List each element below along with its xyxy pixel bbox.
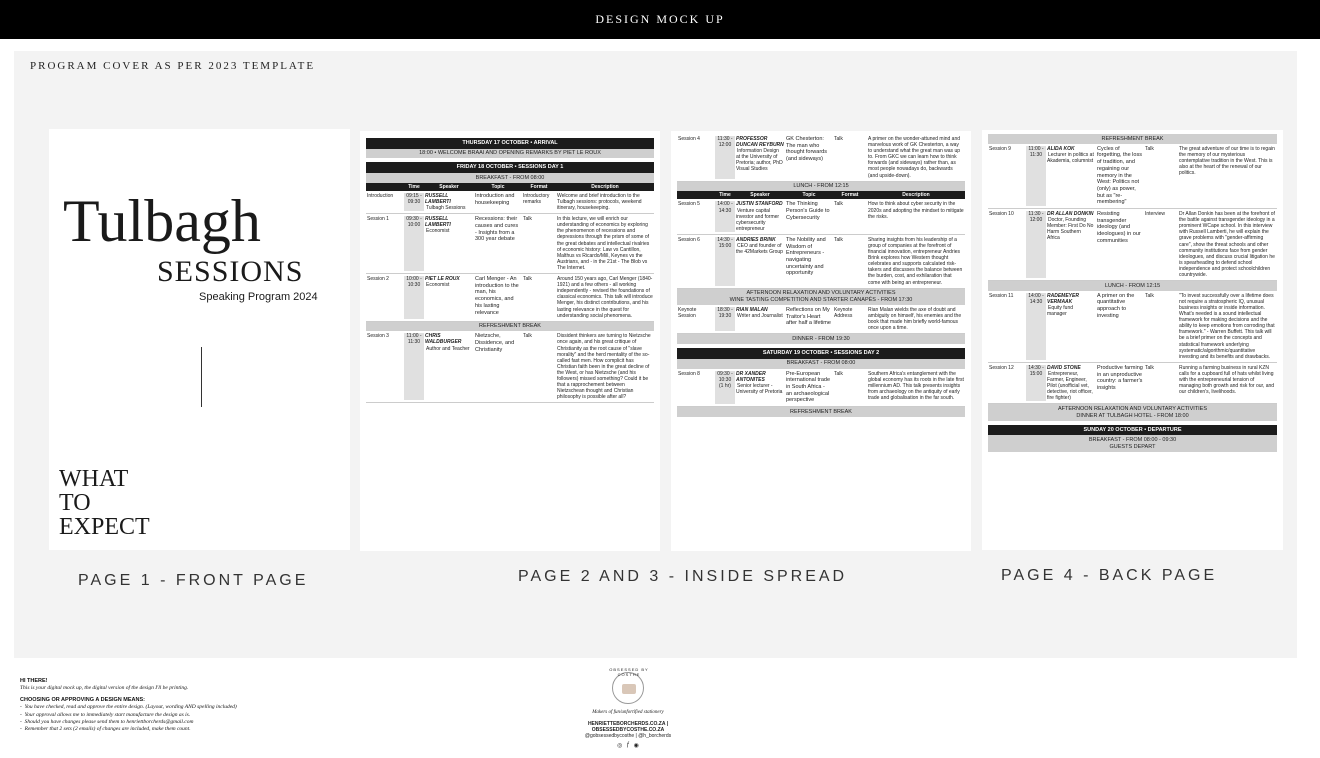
caption-page1: PAGE 1 - FRONT PAGE: [78, 572, 309, 589]
refreshment-bar: REFRESHMENT BREAK: [366, 322, 654, 332]
row-speaker: [735, 371, 785, 405]
row-format: Talk: [834, 136, 843, 142]
row-speaker: [735, 237, 785, 286]
row-topic: Pre-European international trade in South Africa - an archaeological perspective: [786, 370, 831, 404]
speaker-name: RUSSELL LAMBERTI: [425, 192, 451, 205]
breakfast-bar: BREAKFAST - FROM 08:00 - 09:30: [988, 435, 1277, 443]
mockup-panel: [14, 51, 1297, 658]
brand-handles[interactable]: @gobsessedbycosthe | @h_borcherds: [584, 733, 672, 739]
row-format: Talk: [1145, 145, 1154, 152]
refreshment-bar: REFRESHMENT BREAK: [988, 134, 1277, 144]
speaker-role: CEO and founder of the 42Markets Group: [736, 243, 783, 256]
speaker-name: ALIDA KOK: [1047, 145, 1075, 152]
footer-bullet: - Remember that 2 sets (2 emails) of changes are included, make them count.: [20, 725, 191, 732]
refreshment-bar: REFRESHMENT BREAK: [677, 407, 965, 417]
wine-bar: WINE TASTING COMPETITION AND STARTER CANAPÉS - FROM 17:30: [677, 297, 965, 305]
row-topic: Cycles of forgetting, the loss of tradition, and regaining our memory in the West: Politics not (only) as power, but as "re-membering": [1097, 145, 1142, 206]
speaker-role: Economist: [426, 282, 450, 289]
footer-brand: [553, 667, 703, 749]
row-topic: The Nobility and Wisdom of Entrepreneurs - navigating uncertainty and opportunity: [786, 236, 826, 277]
row-description: Around 150 years ago, Carl Menger (1840-1921) and a few others - all working independently - revised the foundations of classical economics. This talk will introduce Menger, his distinct contributions, and his lasting relevance in the quest for understanding social phenomena.: [557, 276, 653, 319]
table-row: [366, 191, 654, 214]
row-description: Southern Africa's entanglement with the global economy has its roots in the late first millennium AD. This talk presents insights from archaeology on the antiquity of early trade and globalisation in the far south.: [868, 370, 964, 401]
cover-subtitle: SESSIONS: [157, 255, 304, 288]
table-row: [988, 363, 1277, 405]
row-time: 10:00 - 10:30: [404, 276, 424, 319]
footer-intro: This is your digital mock up, the digital version of the design I'll be printing.: [20, 685, 189, 692]
lunch-bar: LUNCH - FROM 12:15: [677, 182, 965, 192]
row-time: 14:00 - 14:30: [1026, 293, 1046, 360]
cover-divider: [201, 347, 202, 407]
speaker-role: Author and Teacher: [426, 345, 470, 352]
th-format: Format: [530, 183, 548, 190]
speaker-name: DR ALLAN DONKIN: [1047, 211, 1094, 218]
page-title: DESIGN MOCK UP: [595, 12, 725, 26]
row-session: Session 4: [678, 136, 700, 142]
row-time: 11:00 - 11:30: [404, 333, 424, 400]
row-speaker: [1046, 211, 1096, 278]
table-row: [677, 235, 965, 289]
speaker-role: Information Design at the University of Pretoria; author, PhD Visual Studies: [736, 148, 783, 173]
table-row: [677, 369, 965, 408]
speaker-name: RUSSELL LAMBERTI: [425, 216, 451, 229]
row-description: The great adventure of our time is to regain the memory of our mysterious contemplative tradition in the West. This is also at the heart of the renewal of our politics.: [1179, 145, 1275, 177]
inner-page-3: [671, 131, 971, 551]
day-bar: FRIDAY 18 OCTOBER • SESSIONS DAY 1: [366, 162, 654, 173]
row-time: 14:30 - 15:00: [715, 237, 735, 286]
row-description: Dr Allan Donkin has been at the forefront of the battle against transgender ideology in a prominent WCape school. In this interview with Russell Lamberti, he will explain the grave problems with "gender-affirming care", show the threat schools and other community institutions face from gender ideologues, and discuss crucial litigation he is spearheading to defend school independence and protect schoolchildren countrywide.: [1179, 211, 1275, 278]
row-time: 09:30 - 10:00: [404, 216, 424, 271]
speaker-name: CHRIS WALDBURGER: [425, 333, 462, 346]
row-description: "To invest successfully over a lifetime does not require a stratospheric IQ, unusual business insights or inside information. What's needed is a sound intellectual framework for making decisions and the ability to keep emotions from corroding that framework." - Warren Buffett. This talk will be a brief primer on the concepts and statistical framework underlying systematic/algorithmic/quantitative investing and its benefits and drawbacks.: [1179, 292, 1275, 360]
th-description: Description: [902, 192, 930, 199]
row-session: Session 10: [989, 211, 1014, 218]
cover-tagline: Speaking Program 2024: [199, 291, 318, 303]
row-session: Session 12: [989, 364, 1014, 371]
speaker-name: PROFESSOR DUNCAN REYBURN: [736, 136, 784, 149]
row-time: 09:15 - 09:30: [404, 193, 424, 211]
row-format: Introductory remarks: [523, 192, 550, 205]
row-session: Session 2: [367, 276, 389, 283]
table-row: [677, 305, 965, 334]
footer-choosing: CHOOSING OR APPROVING A DESIGN MEANS:: [20, 697, 145, 704]
row-format: Talk: [523, 216, 532, 223]
th-speaker: Speaker: [439, 183, 459, 190]
row-topic: A primer on the quantitative approach to investing: [1097, 292, 1135, 319]
back-page: [982, 130, 1283, 550]
th-speaker: Speaker: [750, 192, 770, 199]
footer-bullet: - Your approval allows me to immediately start manufacture the design as is.: [20, 711, 191, 718]
speaker-name: DR XANDER ANTONITES: [736, 370, 766, 383]
row-session: Session 11: [989, 292, 1014, 299]
row-speaker: [424, 193, 474, 211]
speaker-name: DAVID STONE: [1047, 364, 1081, 371]
th-description: Description: [591, 183, 619, 190]
table-header: [677, 191, 965, 199]
row-session: Session 3: [367, 333, 389, 340]
row-description: How to think about cyber security in the 2020s and adopting the mindset to mitigate the risks.: [868, 201, 964, 220]
speaker-name: PIET LE ROUX: [425, 276, 460, 283]
row-topic: Productive farming in an unproductive country: a farmer's insights: [1097, 364, 1143, 391]
row-speaker: [1046, 146, 1096, 206]
speaker-name: RADEMEYER VERMAAK: [1047, 292, 1079, 305]
th-topic: Topic: [802, 192, 816, 199]
row-session: Session 8: [678, 370, 700, 377]
row-speaker: [424, 276, 474, 319]
row-speaker: [424, 333, 474, 400]
row-session: Session 9: [989, 145, 1011, 152]
row-topic: Nietzsche, Dissidence, and Christianity: [475, 333, 515, 353]
row-time: 14:00 - 14:30: [715, 201, 735, 231]
afternoon-bar: AFTERNOON RELAXATION AND VOLUNTARY ACTIVITIES: [677, 289, 965, 297]
row-session: Session 6: [678, 236, 700, 243]
row-format: Interview: [1145, 211, 1166, 218]
row-topic: Reflections on My Traitor's Heart after half a lifetime: [786, 307, 831, 327]
row-time: 09:30 - 10:30 (1 hr): [715, 371, 735, 405]
dinner-bar: DINNER AT TULBAGH HOTEL - FROM 18:00: [988, 413, 1277, 421]
cover-what-to-expect: [59, 467, 150, 539]
footer-notes: [20, 678, 237, 733]
afternoon-bar: AFTERNOON RELAXATION AND VOLUNTARY ACTIVITIES: [988, 404, 1277, 412]
footer-bullet: - You have checked, read and approve the entire design. (Layout, wording AND spelling included): [20, 704, 237, 711]
instagram-icon[interactable]: ◎: [617, 743, 623, 749]
row-description: Rian Malan wields the axe of doubt and ambiguity on himself, his enemies and the book that made him briefly world-famous once upon a time.: [868, 307, 962, 332]
speaker-name: RIAN MALAN: [736, 307, 768, 314]
th-time: Time: [719, 192, 731, 199]
speaker-role: Economist: [426, 228, 450, 235]
row-time: 11:30 - 12:00: [1026, 211, 1046, 278]
day-bar: THURSDAY 17 OCTOBER • ARRIVAL: [366, 138, 654, 149]
row-topic: GK Chesterton: The man who thought forwards (and sideways): [786, 136, 827, 163]
row-time: 11:30 - 12:00: [715, 136, 735, 179]
brand-logo-icon: [609, 667, 649, 704]
table-header: [366, 183, 654, 191]
table-row: [366, 331, 654, 403]
dinner-bar: DINNER - FROM 19:30: [677, 334, 965, 344]
row-description: Welcome and brief introduction to the Tulbagh sessions: protocols, weekend itinerary, housekeeping.: [557, 192, 642, 212]
row-topic: Resisting transgender ideology (and ideologues) in our communities: [1097, 211, 1141, 244]
cover-what-line: WHAT: [59, 466, 129, 492]
row-speaker: [1046, 365, 1096, 402]
speaker-role: Equity fund manager: [1047, 304, 1074, 318]
facebook-icon[interactable]: ƒ: [626, 742, 630, 748]
breakfast-bar: BREAKFAST - FROM 08:00: [366, 173, 654, 183]
th-time: Time: [408, 183, 420, 190]
table-row: [988, 144, 1277, 209]
th-topic: Topic: [491, 183, 505, 190]
speaker-role: Venture capital investor and former cybersecurity entrepreneur: [736, 207, 780, 232]
row-description: Sharing insights from his leadership of a group of companies at the forefront of financial innovation, entrepreneur Andries Brink explores how Western thought celebrates and supports calculated risk-takers and discusses the balance between the burden, cost, and exhilaration that come with being an entrepreneur.: [868, 236, 963, 286]
caption-page23: PAGE 2 AND 3 - INSIDE SPREAD: [518, 568, 848, 585]
web-icon[interactable]: ◉: [633, 743, 639, 749]
day-bar: SUNDAY 20 OCTOBER • DEPARTURE: [988, 425, 1277, 436]
row-session: Keynote Session: [678, 307, 697, 320]
th-format: Format: [841, 192, 859, 199]
cover-title: Tulbagh: [63, 188, 261, 254]
row-time: 18:30 - 19:30: [715, 307, 735, 331]
top-bar: [0, 0, 1320, 39]
table-row: [988, 209, 1277, 281]
brand-maker: Makers of fun/unfortified stationery: [592, 710, 664, 715]
row-format: Talk: [834, 370, 843, 377]
table-row: [677, 134, 965, 182]
speaker-role: Lecturer in politics at Akademia, columnist: [1047, 151, 1094, 164]
speaker-role: Senior lecturer - University of Pretoria: [736, 382, 783, 395]
footer-bullet: - Should you have changes please send them to henriettborcherds@gmail.com: [20, 718, 194, 725]
caption-page4: PAGE 4 - BACK PAGE: [1001, 567, 1218, 584]
row-format: Talk: [834, 236, 843, 243]
row-speaker: [1046, 293, 1096, 360]
row-topic: Recessions: their causes and cures - Insights from a 300 year debate: [475, 216, 519, 243]
row-session: Introduction: [367, 192, 394, 199]
row-format: Talk: [1145, 364, 1154, 371]
brand-emails[interactable]: HENRIETTEBORCHERDS.CO.ZA | OBSESSEDBYCOSTHE.CO.ZA: [587, 721, 669, 733]
welcome-bar: 18:00 • WELCOME BRAAI AND OPENING REMARKS BY PIET LE ROUX: [366, 149, 654, 159]
lunch-bar: LUNCH - FROM 12:15: [988, 281, 1277, 291]
panel-label: PROGRAM COVER AS PER 2023 TEMPLATE: [30, 60, 316, 72]
row-time: 11:00 - 11:30: [1026, 146, 1046, 206]
speaker-role: Writer and Journalist: [737, 313, 783, 320]
footer-greeting: HI THERE!: [20, 678, 48, 684]
row-speaker: [735, 136, 785, 179]
cover-what-line: TO: [59, 490, 91, 516]
table-row: [988, 291, 1277, 363]
inner-page-2: [360, 131, 660, 551]
row-topic: Introduction and housekeeping: [475, 192, 515, 206]
table-row: [366, 274, 654, 322]
row-description: A primer on the wonder-attuned mind and marvelous work of GK Chesterton, a way to understand what the great man was up to. From GKC we can learn how to think forwards (and sideways) rather than, as most people nowadays do, backwards (and upside-down).: [868, 136, 961, 179]
row-format: Talk: [1145, 292, 1154, 299]
speaker-name: ANDRIES BRINK: [736, 236, 776, 243]
table-row: [366, 214, 654, 274]
row-topic: Carl Menger - An introduction to the man, his economics, and his lasting relevance: [475, 276, 519, 316]
row-format: Keynote Address: [834, 307, 853, 320]
row-speaker: [735, 307, 785, 331]
row-description: Running a farming business in rural KZN calls for a cupboard full of hats whilst living with the entrepreneurial tension of managing both growth and risk for our, and our children's, livelihoods.: [1179, 364, 1275, 396]
speaker-role: Tulbagh Sessions: [426, 205, 466, 212]
row-session: Session 1: [367, 216, 389, 223]
table-row: [677, 199, 965, 234]
row-format: Talk: [523, 333, 532, 340]
row-description: In this lecture, we will enrich our understanding of economics by exploring the phenomenon of recessions and depressions through the prism of some of the great debates and intellectual rivalries of economic history: Law vs Cantillon, Malthus vs Ricardo/Mill, Keynes vs the Austrians, and - in the 21st - The Blob vs The Internet.: [557, 216, 650, 271]
row-time: 14:30 - 15:00: [1026, 365, 1046, 402]
row-format: Talk: [834, 201, 843, 208]
speaker-role: Doctor, Founding Member: First Do No Harm Southern Africa: [1047, 217, 1094, 242]
row-format: Talk: [523, 276, 532, 283]
day-bar: SATURDAY 19 OCTOBER • SESSIONS DAY 2: [677, 348, 965, 359]
speaker-name: JUSTIN STANFORD: [736, 201, 783, 208]
row-session: Session 5: [678, 201, 700, 208]
row-speaker: [424, 216, 474, 271]
breakfast-bar: BREAKFAST - FROM 08:00: [677, 359, 965, 369]
row-speaker: [735, 201, 785, 231]
row-topic: The Thinking Person's Guide to Cybersecurity: [786, 201, 830, 221]
speaker-role: Entrepreneur, Farmer, Engineer, Pilot (unofficial vet, detective, riot officer, fire fighter): [1047, 370, 1093, 402]
cover-page: [49, 129, 350, 550]
guests-bar: GUESTS DEPART: [988, 444, 1277, 452]
cover-what-line: EXPECT: [59, 514, 150, 540]
brand-logo-text: OBSESSED BY COSTHE: [609, 667, 649, 677]
row-description: Dissident thinkers are turning to Nietzsche once again, and his great critique of Christianity as the root cause of "slave morality" and the herd mentality of the so-called fast men. How complicit has Christian faith been in the great decline of the West, or has Nietzsche (and his followers) missed something? Could it be that a rapprochement between Nietzschean thought and Christian philosophy is possible after all?: [557, 333, 651, 401]
